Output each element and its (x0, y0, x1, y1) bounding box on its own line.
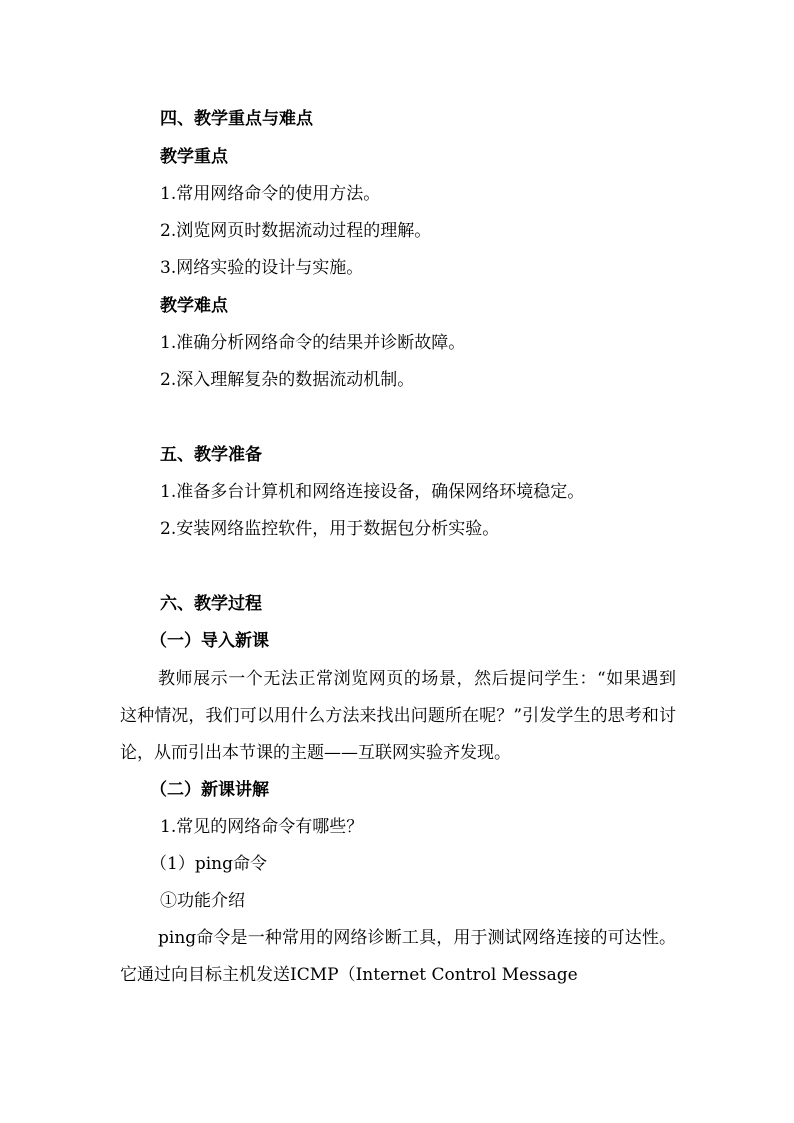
preparation-item: 2.安装网络监控软件，用于数据包分析实验。 (160, 519, 500, 539)
intro-paragraph: 教师展示一个无法正常浏览网页的场景，然后提问学生：“如果遇到这种情况，我们可以用什么方法来找出问题所在呢？”引发学生的思考和讨论，从而引出本节课的主题——互联网实验齐发现。 (120, 669, 676, 763)
ping-paragraph: ping命令是一种常用的网络诊断工具，用于测试网络连接的可达性。它通过向目标主机发送ICMP（Internet Control Message (120, 928, 676, 985)
key-point-item: 1.常用网络命令的使用方法。 (160, 184, 381, 204)
ping-heading: （1）ping命令 (150, 854, 267, 874)
key-points-heading: 教学重点 (160, 147, 228, 167)
key-point-item: 3.网络实验的设计与实施。 (160, 258, 364, 278)
preparation-item: 1.准备多台计算机和网络连接设备，确保网络环境稳定。 (160, 482, 585, 502)
section-5-heading: 五、教学准备 (160, 445, 262, 465)
difficulty-item: 1.准确分析网络命令的结果并诊断故障。 (160, 333, 466, 353)
question-item: 1.常见的网络命令有哪些？ (160, 817, 364, 837)
section-6-heading: 六、教学过程 (160, 594, 262, 614)
section-4-heading: 四、教学重点与难点 (160, 109, 313, 129)
difficulty-item: 2.深入理解复杂的数据流动机制。 (160, 370, 415, 390)
subsection-intro-heading: （一）导入新课 (150, 631, 269, 651)
key-point-item: 2.浏览网页时数据流动过程的理解。 (160, 221, 432, 241)
function-heading: ①功能介绍 (160, 891, 245, 911)
difficulties-heading: 教学难点 (160, 296, 228, 316)
subsection-lecture-heading: （二）新课讲解 (150, 780, 269, 800)
